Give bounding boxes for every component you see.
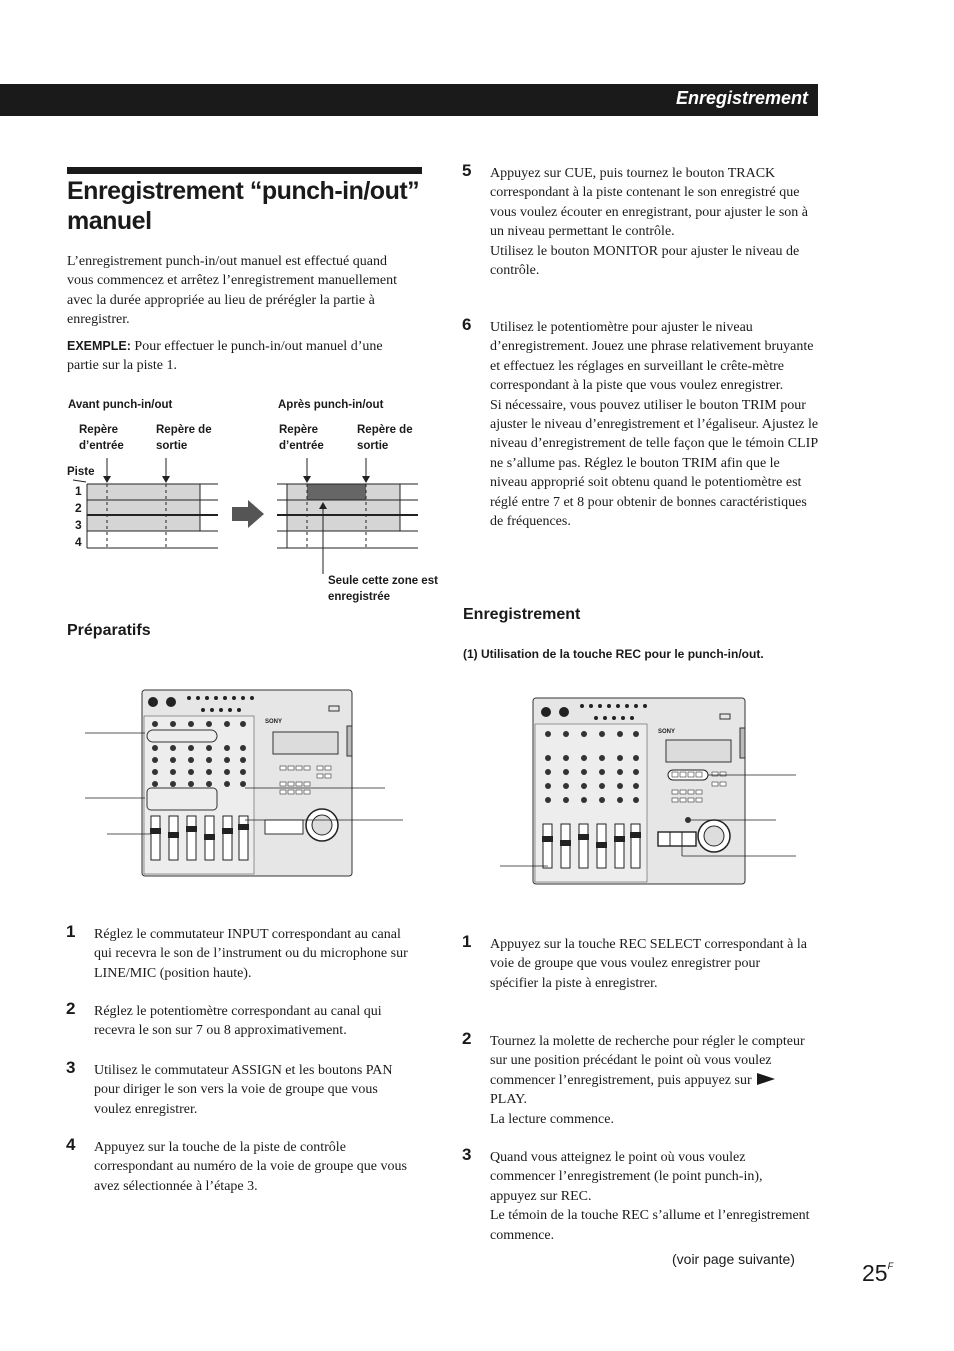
step-6-number: 6 [462, 315, 472, 334]
left-step-1-text: Réglez le commutateur INPUT correspondant au canal qui recevra le son de l’instrument ou du microphone sur LINE/MIC (position haute). [94, 927, 408, 981]
after-out-marker: Repère de sortie [357, 424, 413, 452]
right-subheading: (1) Utilisation de la touche REC pour le punch-in/out. [463, 647, 764, 661]
example-block [67, 337, 407, 376]
step-5-number: 5 [462, 161, 472, 180]
right-heading: Enregistrement [463, 606, 581, 623]
track-number-3: 3 [75, 518, 82, 532]
before-in-marker: Repère d’entrée [79, 424, 124, 452]
step-6-text [490, 318, 820, 531]
track-label: Piste [67, 466, 95, 478]
track-number-1: 1 [75, 484, 82, 498]
track-number-4: 4 [75, 535, 82, 549]
left-heading: Préparatifs [67, 622, 151, 639]
left-step-3-text: Utilisez le commutateur ASSIGN et les boutons PAN pour diriger le son vers la voie de groupe que vous voulez enregistrer. [94, 1063, 393, 1117]
right-step-2-text [490, 1032, 812, 1129]
intro-paragraph: L’enregistrement punch-in/out manuel est effectué quand vous commencez et arrêtez l’enregistrement manuellement avec la durée appropriée au lieu de prérégler la partie à enregistrer. [67, 254, 398, 328]
diagram-after-title: Après punch-in/out [278, 399, 384, 411]
right-step-3-number: 3 [462, 1145, 472, 1164]
mixer-illustration-right [500, 696, 800, 888]
left-step-4-text: Appuyez sur la touche de la piste de contrôle correspondant au numéro de la voie de groupe que vous avez sélectionnée à l’étape 3. [94, 1140, 407, 1194]
diagram-note: Seule cette zone est enregistrée [328, 575, 438, 603]
step-5-text [490, 164, 818, 280]
section-header-band [0, 84, 818, 116]
device-brand-left: SONY [265, 719, 283, 725]
section-title: Enregistrement [675, 88, 808, 108]
continued-note: (voir page suivante) [672, 1251, 795, 1267]
before-track-grid [73, 458, 218, 548]
play-icon [757, 1073, 775, 1085]
right-step-3-text [490, 1148, 812, 1245]
step-5-extra: Utilisez le bouton MONITOR pour ajuster le niveau de contrôle. [490, 243, 800, 279]
left-step-4-number: 4 [66, 1135, 76, 1154]
page-number [862, 1260, 893, 1287]
left-step-2-text: Réglez le potentiomètre correspondant au canal qui recevra le son sur 7 ou 8 approximativement. [94, 1004, 382, 1039]
after-track-grid [277, 458, 418, 574]
device-brand-right: SONY [658, 729, 676, 735]
title-rule [67, 167, 422, 174]
step-6-main: Utilisez le potentiomètre pour ajuster le niveau d’enregistrement. Jouez une phrase relativement bruyante et effectuez les réglages en surveillant le crête-mètre correspondant à la piste que vous voulez enregistrer. [490, 320, 814, 394]
play-label: PLAY. [490, 1092, 527, 1108]
step-5-main: Appuyez sur CUE, puis tournez le bouton TRACK correspondant à la piste contenant le son enregistré que vous voulez écouter en enregistrant, pour ajuster le son à un niveau permettant le contrôle. [490, 166, 809, 240]
step-6-extra: Si nécessaire, vous pouvez utiliser le bouton TRIM pour ajuster le niveau d’enregistrement et l’égaliseur. Ajustez le niveau d’enregistrement de telle façon que le témoin CLIP ne s’allume pas. Réglez le bouton TRIM afin que le niveau approprié soit obtenu quand le potentiomètre est réglé entre 7 et 8 pour obtenir de bonnes caractéristiques de fréquences. [490, 397, 819, 530]
punch-diagram [0, 440, 440, 580]
page-number-suffix: F [887, 1261, 894, 1271]
left-step-1-number: 1 [66, 922, 76, 941]
diagram-before-title: Avant punch-in/out [68, 399, 173, 411]
right-step-2-number: 2 [462, 1029, 472, 1048]
left-step-3-number: 3 [66, 1058, 76, 1077]
right-step-3-main: Quand vous atteignez le point où vous voulez commencer l’enregistrement (le point punch-in), appuyez sur REC. [490, 1150, 763, 1204]
after-in-marker: Repère d’entrée [279, 424, 324, 452]
example-text: Pour effectuer le punch-in/out manuel d’une partie sur la piste 1. [67, 339, 383, 374]
right-step-2-extra: La lecture commence. [490, 1111, 614, 1127]
right-step-3-extra: Le témoin de la touche REC s’allume et l’enregistrement commence. [490, 1208, 810, 1243]
right-step-1-text: Appuyez sur la touche REC SELECT correspondant à la voie de groupe que vous voulez enregistrer pour spécifier la piste à enregistrer. [490, 937, 807, 991]
left-step-2-number: 2 [66, 999, 76, 1018]
before-out-marker: Repère de sortie [156, 424, 212, 452]
track-number-2: 2 [75, 501, 82, 515]
page-number-value: 25 [862, 1260, 888, 1286]
mixer-illustration-left [85, 688, 405, 880]
right-step-2-main: Tournez la molette de recherche pour régler le compteur sur une position précédant le point où vous voulez commencer l’enregistrement, puis appuyez sur [490, 1034, 805, 1088]
right-step-1-number: 1 [462, 932, 472, 951]
arrow-right-icon [232, 500, 264, 528]
example-label: EXEMPLE: [67, 339, 131, 353]
page-title: Enregistrement “punch-in/out” manuel [67, 177, 420, 235]
